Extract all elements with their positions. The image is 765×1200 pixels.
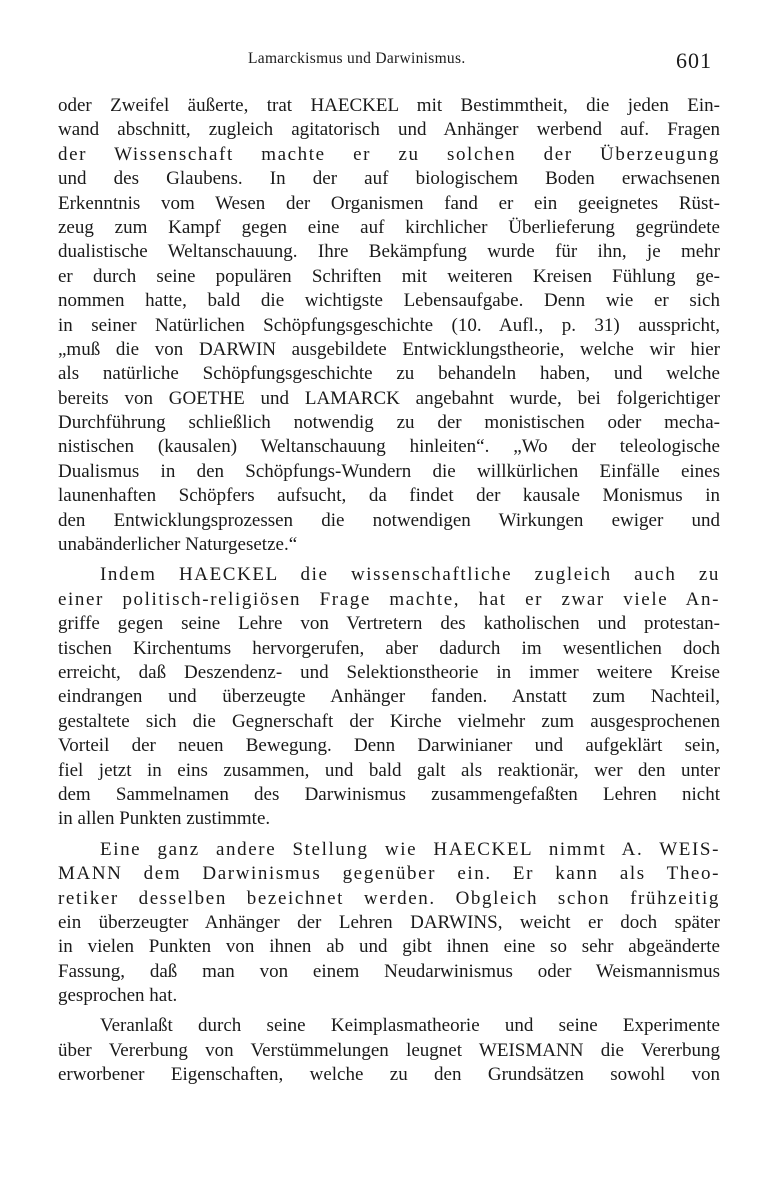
text-line: Vorteil der neuen Bewegung. Denn Darwinianer und aufgeklärt sein,: [58, 735, 720, 757]
text-line: einer politisch-religiösen Frage machte, hat er zwar viele An-: [58, 588, 720, 610]
text-line: er durch seine populären Schriften mit weiteren Kreisen Fühlung ge-: [58, 265, 720, 287]
text-line: MANN dem Darwinismus gegenüber ein. Er kann als Theo-: [58, 863, 720, 885]
text-line: tischen Kirchentums hervorgerufen, aber dadurch im wesentlichen doch: [58, 637, 720, 659]
text-line: erworbener Eigenschaften, welche zu den Grundsätzen sowohl von: [58, 1064, 720, 1086]
text-line: oder Zweifel äußerte, trat HAECKEL mit Bestimmtheit, die jeden Ein-: [58, 95, 720, 116]
text-line: Durchführung schließlich notwendig zu der monistischen oder mecha-: [58, 412, 720, 434]
text-line: über Vererbung von Verstümmelungen leugnet WEISMANN die Vererbung: [58, 1039, 720, 1061]
text-line: nommen hatte, bald die wichtigste Lebensaufgabe. Denn wie er sich: [58, 290, 720, 312]
text-line: Veranlaßt durch seine Keimplasmatheorie und seine Experimente: [100, 1015, 720, 1037]
text-line: dualistische Weltanschauung. Ihre Bekämpfung wurde für ihn, je mehr: [58, 241, 720, 263]
text-line: bereits von GOETHE und LAMARCK angebahnt wurde, bei folgerichtiger: [58, 387, 720, 409]
text-line: Eine ganz andere Stellung wie HAECKEL nimmt A. WEIS-: [100, 838, 720, 860]
text-line: „muß die von DARWIN ausgebildete Entwicklungstheorie, welche wir hier: [58, 338, 720, 360]
text-line: zeug zum Kampf gegen eine auf kirchlicher Überlieferung gegründete: [58, 216, 720, 238]
text-line: wand abschnitt, zugleich agitatorisch und Anhänger werbend auf. Fragen: [58, 119, 720, 141]
text-line: griffe gegen seine Lehre von Vertretern des katholischen und protestan-: [58, 613, 720, 635]
text-line: Fassung, daß man von einem Neudarwinismus oder Weismannismus: [58, 960, 720, 982]
page-number: 601: [676, 48, 712, 73]
text-line: retiker desselben bezeichnet werden. Obgleich schon frühzeitig: [58, 887, 720, 909]
text-line: gesprochen hat.: [58, 985, 178, 1007]
text-line: nistischen (kausalen) Weltanschauung hinleiten“. „Wo der teleologische: [58, 436, 720, 458]
text-line: Indem HAECKEL die wissenschaftliche zugleich auch zu: [100, 564, 720, 586]
text-line: dem Sammelnamen des Darwinismus zusammengefaßten Lehren nicht: [58, 783, 720, 805]
text-line: unabänderlicher Naturgesetze.“: [58, 534, 298, 556]
text-line: fiel jetzt in eins zusammen, und bald galt als reaktionär, wer den unter: [58, 759, 720, 781]
text-line: den Entwicklungsprozessen die notwendigen Wirkungen ewiger und: [58, 509, 720, 531]
text-line: in vielen Punkten von ihnen ab und gibt ihnen eine so sehr abgeänderte: [58, 936, 720, 958]
text-line: ein überzeugter Anhänger der Lehren DARWINS, weicht er doch später: [58, 911, 720, 933]
text-line: Erkenntnis vom Wesen der Organismen fand er ein geeignetes Rüst-: [58, 192, 720, 214]
running-title: Lamarckismus und Darwinismus.: [248, 50, 466, 67]
text-line: gestaltete sich die Gegnerschaft der Kirche vielmehr zum ausgesprochenen: [58, 710, 720, 732]
text-line: in seiner Natürlichen Schöpfungsgeschichte (10. Aufl., p. 31) ausspricht,: [58, 314, 720, 336]
text-line: eindrangen und überzeugte Anhänger fanden. Anstatt zum Nachteil,: [58, 686, 720, 708]
text-line: und des Glaubens. In der auf biologischem Boden erwachsenen: [58, 168, 720, 190]
text-line: der Wissenschaft machte er zu solchen der Überzeugung: [58, 143, 720, 165]
text-line: erreicht, daß Deszendenz- und Selektionstheorie in immer weitere Kreise: [58, 661, 720, 683]
paragraph: [58, 838, 720, 1009]
text-line: als natürliche Schöpfungsgeschichte zu behandeln haben, und welche: [58, 363, 720, 385]
paragraph: [58, 94, 720, 557]
paragraph: [58, 1014, 720, 1087]
text-line: launenhaften Schöpfers aufsucht, da findet der kausale Monismus in: [58, 485, 720, 507]
text-line: Dualismus in den Schöpfungs-Wundern die willkürlichen Einfälle eines: [58, 460, 720, 482]
paragraph: [58, 563, 720, 831]
body-text: [58, 94, 720, 1094]
text-line: in allen Punkten zustimmte.: [58, 808, 271, 830]
